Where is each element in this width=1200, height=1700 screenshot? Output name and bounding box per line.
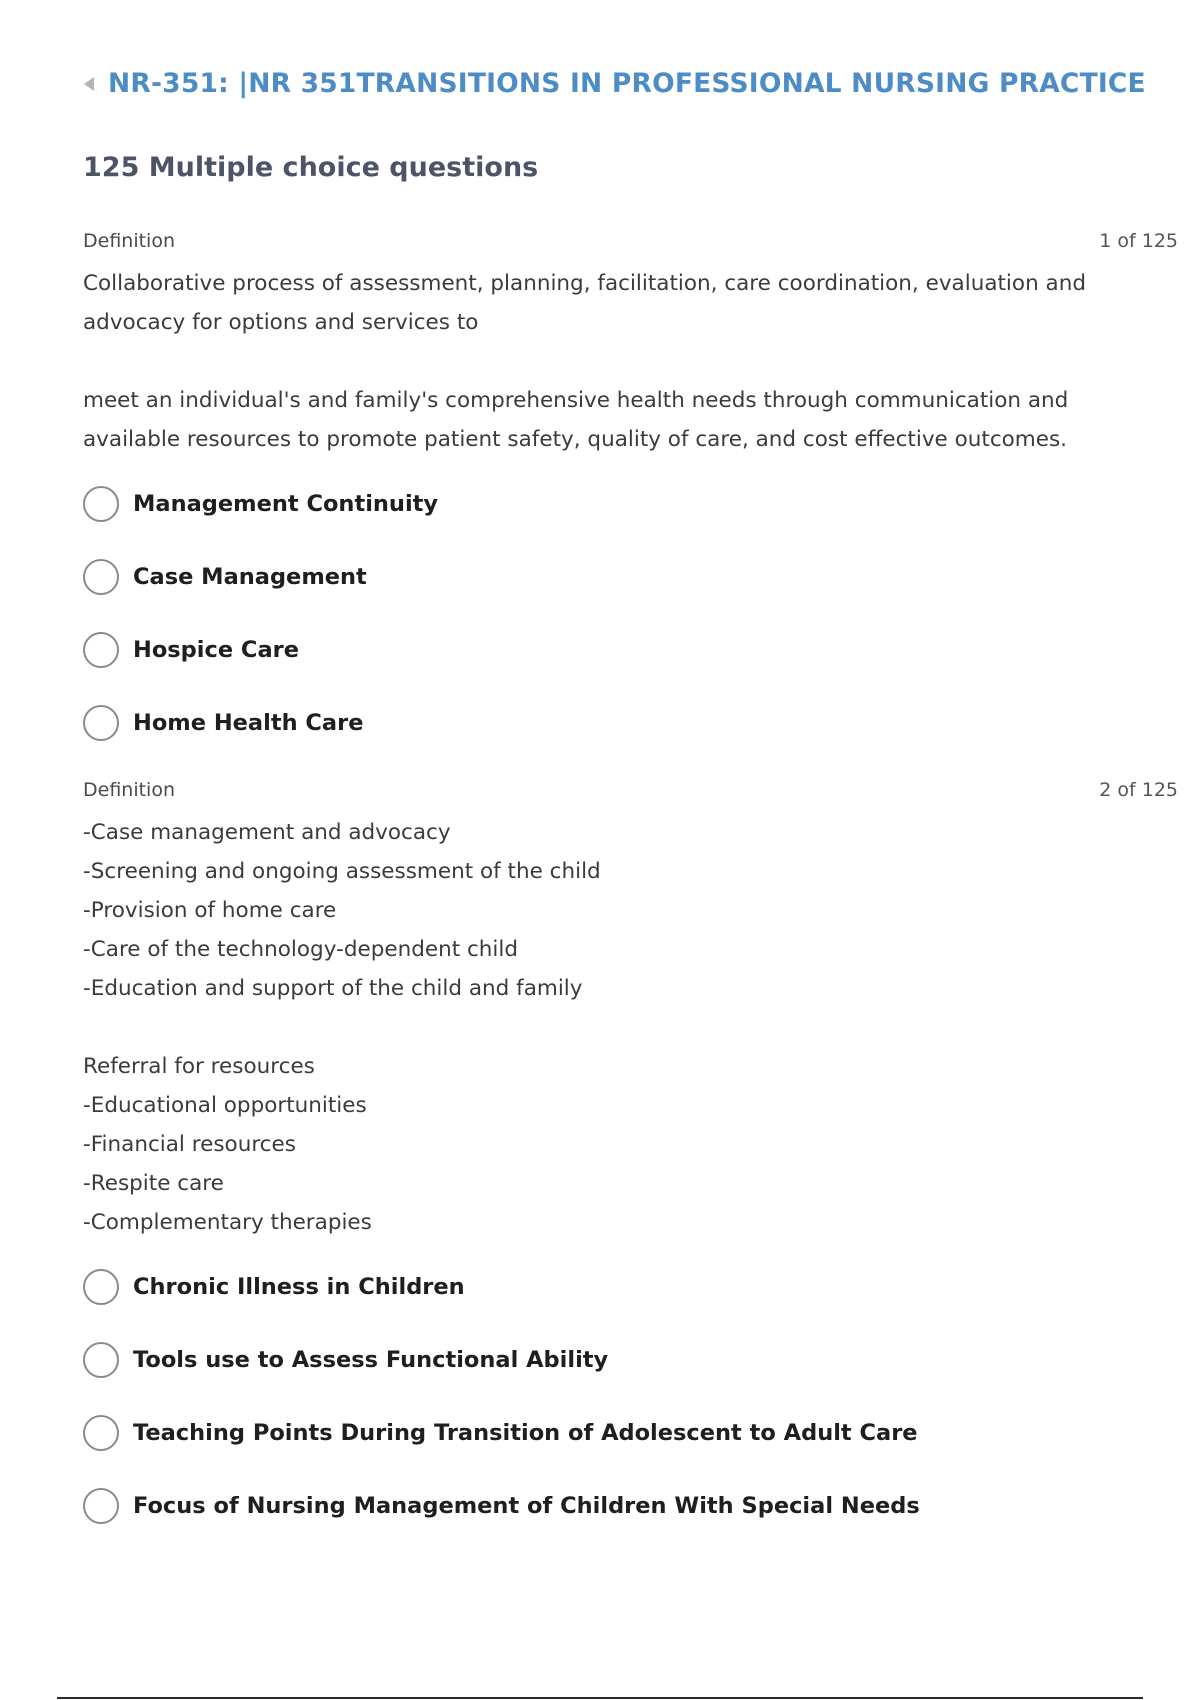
question-header <box>83 775 1178 805</box>
definition-line: -Complementary therapies <box>83 1210 372 1235</box>
answer-option[interactable] <box>83 467 1178 540</box>
radio-button-icon[interactable] <box>83 1488 119 1524</box>
question-type-label: Definition <box>83 230 176 252</box>
radio-button-icon[interactable] <box>83 559 119 595</box>
radio-button-icon[interactable] <box>83 1415 119 1451</box>
answer-option-label[interactable]: Case Management <box>133 563 367 590</box>
definition-line: -Care of the technology-dependent child <box>83 937 518 962</box>
answer-option[interactable] <box>83 1250 1178 1323</box>
radio-button-icon[interactable] <box>83 632 119 668</box>
definition-text <box>83 813 1178 1242</box>
radio-button-icon[interactable] <box>83 486 119 522</box>
question-card-2 <box>83 775 1178 1542</box>
definition-line: -Educational opportunities <box>83 1093 367 1118</box>
question-type-label: Definition <box>83 779 176 801</box>
answer-option-label[interactable]: Teaching Points During Transition of Adolescent to Adult Care <box>133 1419 918 1446</box>
definition-line: Referral for resources <box>83 1054 315 1079</box>
definition-line: -Respite care <box>83 1171 224 1196</box>
answer-option[interactable] <box>83 1396 1178 1469</box>
definition-line: Collaborative process of assessment, planning, facilitation, care coordination, evaluation and <box>83 271 1086 296</box>
answer-option[interactable] <box>83 686 1178 759</box>
radio-button-icon[interactable] <box>83 705 119 741</box>
answer-option-label[interactable]: Tools use to Assess Functional Ability <box>133 1346 609 1373</box>
page-bottom-divider <box>57 1697 1143 1699</box>
answer-option[interactable] <box>83 540 1178 613</box>
document-header <box>84 68 1194 99</box>
answer-option[interactable] <box>83 1323 1178 1396</box>
answer-option-label[interactable]: Focus of Nursing Management of Children With Special Needs <box>133 1492 920 1519</box>
definition-line: -Case management and advocacy <box>83 820 451 845</box>
definition-line: meet an individual's and family's comprehensive health needs through communication and <box>83 388 1069 413</box>
definition-line: available resources to promote patient safety, quality of care, and cost effective outcomes. <box>83 427 1068 452</box>
answer-option[interactable] <box>83 1469 1178 1542</box>
answer-option[interactable] <box>83 613 1178 686</box>
radio-button-icon[interactable] <box>83 1342 119 1378</box>
definition-text <box>83 264 1178 459</box>
answer-option-label[interactable]: Management Continuity <box>133 490 439 517</box>
question-header <box>83 226 1178 256</box>
question-counter: 2 of 125 <box>1099 779 1178 801</box>
answer-option-label[interactable]: Hospice Care <box>133 636 299 663</box>
answer-options <box>83 1250 1178 1542</box>
collapse-caret-icon[interactable] <box>84 77 94 91</box>
answer-option-label[interactable]: Home Health Care <box>133 709 364 736</box>
course-title: NR-351: |NR 351TRANSITIONS IN PROFESSIONAL NURSING PRACTICE <box>108 68 1146 99</box>
definition-spacer <box>83 342 1178 381</box>
question-card-1 <box>83 226 1178 759</box>
definition-spacer <box>83 1008 1178 1047</box>
definition-line: -Financial resources <box>83 1132 296 1157</box>
definition-line: -Education and support of the child and family <box>83 976 583 1001</box>
radio-button-icon[interactable] <box>83 1269 119 1305</box>
definition-line: advocacy for options and services to <box>83 310 479 335</box>
answer-options <box>83 467 1178 759</box>
answer-option-label[interactable]: Chronic Illness in Children <box>133 1273 465 1300</box>
question-count-heading: 125 Multiple choice questions <box>83 152 539 183</box>
definition-line: -Provision of home care <box>83 898 337 923</box>
question-counter: 1 of 125 <box>1099 230 1178 252</box>
definition-line: -Screening and ongoing assessment of the child <box>83 859 601 884</box>
